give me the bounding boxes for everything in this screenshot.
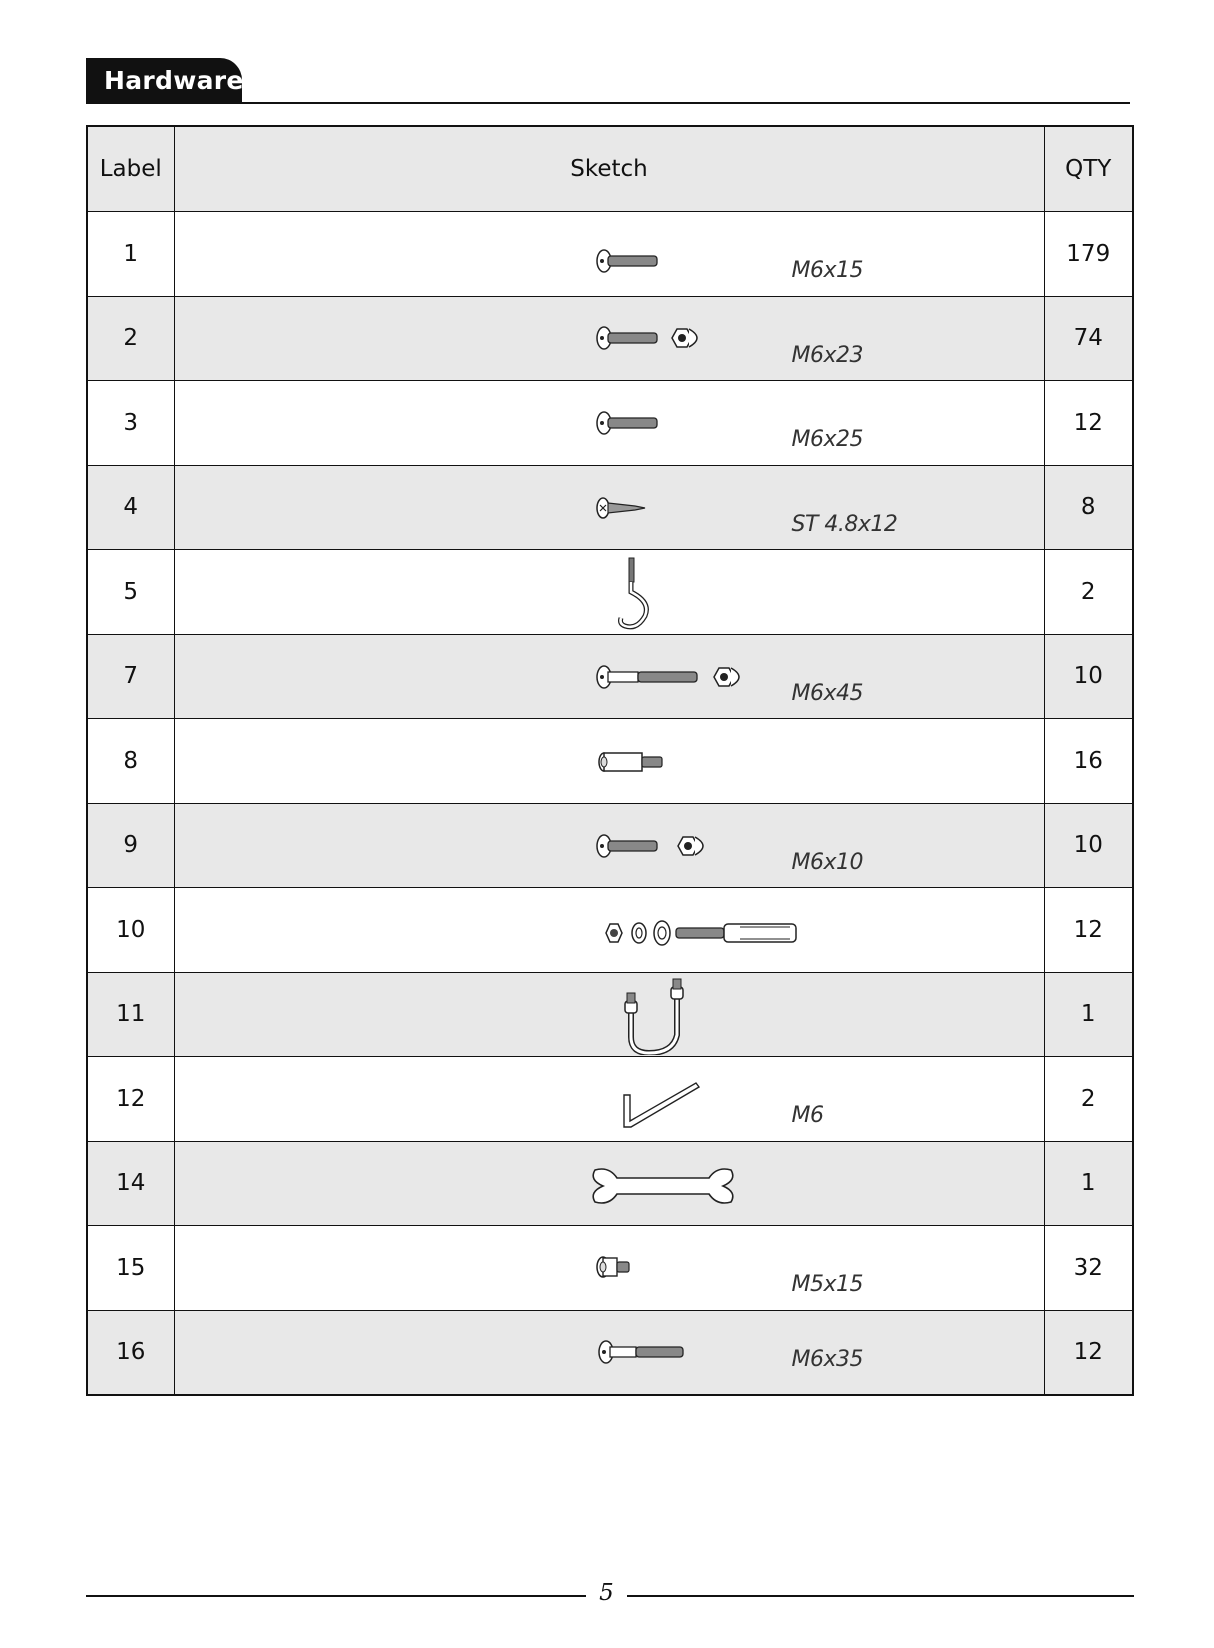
row-qty: 32 — [1044, 1226, 1133, 1311]
row-qty: 8 — [1044, 465, 1133, 550]
row-sketch — [174, 550, 1044, 635]
table-row — [87, 719, 1133, 804]
row-sketch — [174, 719, 1044, 804]
table-row — [87, 296, 1133, 381]
table-row — [87, 1226, 1133, 1311]
row-label: 15 — [87, 1226, 174, 1311]
u-bolt-icon — [555, 975, 815, 1055]
footer-rule-left — [86, 1595, 586, 1597]
row-sketch — [174, 888, 1044, 973]
tapping-screw-icon — [555, 468, 815, 548]
row-sketch — [174, 1310, 1044, 1395]
long-bolt-with-cap-nut-icon — [555, 637, 815, 717]
table-row — [87, 1057, 1133, 1142]
table-row — [87, 465, 1133, 550]
row-qty: 1 — [1044, 1141, 1133, 1226]
table-row — [87, 803, 1133, 888]
row-sketch — [174, 1057, 1044, 1142]
footer-rule-right — [627, 1595, 1134, 1597]
row-qty: 10 — [1044, 634, 1133, 719]
table-row — [87, 381, 1133, 466]
row-spec: M6x35 — [791, 1346, 863, 1372]
header-sketch: Sketch — [174, 126, 1044, 212]
table-row — [87, 212, 1133, 297]
table-row — [87, 888, 1133, 973]
table-row — [87, 634, 1133, 719]
row-label: 14 — [87, 1141, 174, 1226]
row-sketch — [174, 1226, 1044, 1311]
nut-washer-anchor-set-icon — [555, 890, 815, 970]
bolt-with-cap-nut-icon — [555, 806, 815, 886]
table-row — [87, 972, 1133, 1057]
standoff-icon — [555, 721, 815, 801]
long-bolt-icon — [555, 1313, 815, 1393]
bolt-icon — [555, 214, 815, 294]
allen-key-icon — [555, 1059, 815, 1139]
row-spec: M6 — [791, 1103, 824, 1128]
row-qty: 179 — [1044, 212, 1133, 297]
row-qty: 12 — [1044, 381, 1133, 466]
bolt-icon — [555, 383, 815, 463]
row-label: 16 — [87, 1310, 174, 1395]
row-label: 12 — [87, 1057, 174, 1142]
row-sketch — [174, 1141, 1044, 1226]
row-sketch — [174, 972, 1044, 1057]
row-spec: M6x45 — [791, 680, 863, 706]
header-qty: QTY — [1044, 126, 1133, 212]
row-label: 9 — [87, 803, 174, 888]
row-spec: M6x23 — [791, 342, 863, 368]
row-label: 10 — [87, 888, 174, 973]
table-row — [87, 550, 1133, 635]
row-label: 8 — [87, 719, 174, 804]
row-qty: 10 — [1044, 803, 1133, 888]
table-row — [87, 1310, 1133, 1395]
row-spec: M5x15 — [791, 1272, 863, 1297]
wrench-icon — [555, 1144, 815, 1224]
row-sketch — [174, 803, 1044, 888]
row-label: 3 — [87, 381, 174, 466]
row-qty: 12 — [1044, 888, 1133, 973]
table-row — [87, 1141, 1133, 1226]
row-sketch — [174, 296, 1044, 381]
row-label: 5 — [87, 550, 174, 635]
section-title: Hardware — [86, 58, 242, 103]
bolt-with-cap-nut-icon — [555, 299, 815, 379]
row-spec: M6x25 — [791, 427, 863, 452]
row-qty: 74 — [1044, 296, 1133, 381]
hardware-table — [86, 125, 1134, 1396]
row-sketch — [174, 634, 1044, 719]
row-spec: M6x15 — [791, 258, 863, 283]
row-label: 2 — [87, 296, 174, 381]
row-spec: M6x10 — [791, 849, 863, 875]
hook-icon — [555, 552, 815, 632]
row-qty: 12 — [1044, 1310, 1133, 1395]
row-label: 11 — [87, 972, 174, 1057]
short-bolt-icon — [555, 1228, 815, 1308]
row-sketch — [174, 465, 1044, 550]
row-label: 1 — [87, 212, 174, 297]
row-label: 4 — [87, 465, 174, 550]
header-label: Label — [87, 126, 174, 212]
row-sketch — [174, 212, 1044, 297]
table-header-row — [87, 126, 1133, 212]
section-divider — [86, 102, 1130, 104]
row-qty: 2 — [1044, 550, 1133, 635]
page-number: 5 — [599, 1580, 614, 1606]
row-sketch — [174, 381, 1044, 466]
row-qty: 1 — [1044, 972, 1133, 1057]
row-spec: ST 4.8x12 — [791, 511, 898, 537]
row-qty: 16 — [1044, 719, 1133, 804]
row-label: 7 — [87, 634, 174, 719]
row-qty: 2 — [1044, 1057, 1133, 1142]
